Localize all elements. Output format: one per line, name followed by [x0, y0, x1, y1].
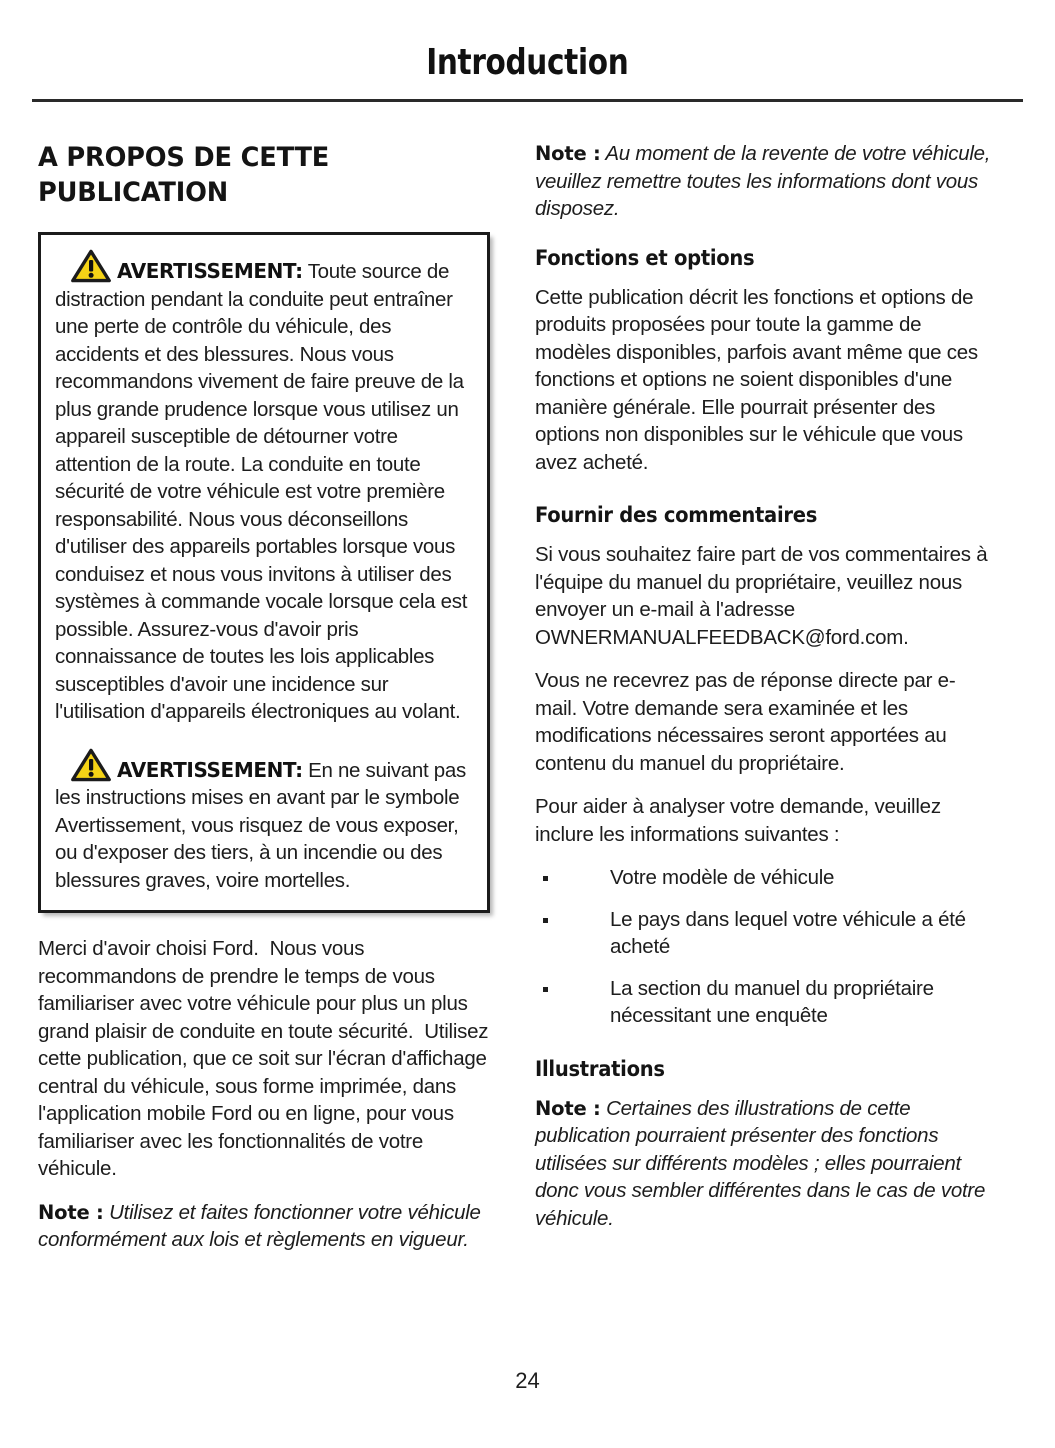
bullet-marker-icon [543, 918, 548, 923]
warning-triangle-icon [71, 748, 111, 782]
page-header-title: Introduction [426, 42, 629, 83]
note-label: Note : [535, 142, 601, 165]
note-text: Utilisez et faites fonctionner votre véhicule conformément aux lois et règlements en vigueur. [38, 1200, 487, 1251]
list-item-label: La section du manuel du propriétaire nécessitant une enquête [610, 976, 934, 1027]
list-item [535, 975, 995, 1030]
note-text: Au moment de la revente de votre véhicule, veuillez remettre toutes les informations dont vous disposez. [535, 142, 996, 220]
intro-paragraph: Merci d'avoir choisi Ford. Nous vous recommandons de prendre le temps de vous familiariser avec votre véhicule pour plus un plus grand plaisir de conduite en toute sécurité. Utilisez cette publication, que ce soit sur l'écran d'affichage central du véhicule, sous forme imprimée, dans l'application mobile Ford ou en ligne, pour vous familiariser avec les fonctionnalités de votre véhicule. [38, 937, 494, 1180]
warning-text-1: Toute source de distraction pendant la conduite peut entraîner une perte de contrôle du véhicule, des accidents et des blessures. Nous vous recommandons vivement de faire preuve de la plus grande prudence lorsque vous utilisez un appareil susceptible de détourner votre attention de la route. La conduite en toute sécurité de votre véhicule est votre première responsabilité. Nous vous déconseillons d'utiliser des appareils portables lorsque vous conduisez et nous vous invitons à utiliser des systèmes à commande vocale lorsque cela est possible. Assurez-vous d'avoir pris connaissance de toutes les lois applicables susceptibles d'avoir une incidence sur l'utilisation d'appareils électroniques au volant. [55, 260, 468, 723]
right-column [535, 140, 995, 1232]
feedback-paragraph-3: Pour aider à analyser votre demande, veuillez inclure les informations suivantes : [535, 795, 947, 846]
warning-text-2: En ne suivant pas les instructions mises en avant par le symbole Avertissement, vous risquez de vous exposer, ou d'exposer des tiers, à un incendie ou des blessures graves, voire mortelles. [55, 758, 466, 892]
resale-note [535, 140, 995, 223]
note-label: Note : [38, 1200, 104, 1224]
left-column [38, 140, 494, 1254]
left-note [38, 1199, 490, 1254]
bullet-marker-icon [543, 876, 548, 881]
warning-paragraph-2 [55, 748, 471, 895]
warning-paragraph-1 [55, 249, 471, 726]
header-divider-rule [32, 99, 1023, 102]
feedback-paragraph-2: Vous ne recevrez pas de réponse directe par e-mail. Votre demande sera examinée et les modifications nécessaires seront apportées au contenu du manuel du propriétaire. [535, 669, 956, 775]
note-label: Note : [535, 1096, 601, 1120]
bullet-marker-icon [543, 987, 548, 992]
note-text: Certaines des illustrations de cette publication pourraient présenter des fonctions utilisées sur différents modèles ; elles pourraient donc vous sembler différentes dans le cas de votre véhicule. [535, 1096, 991, 1230]
list-item [535, 906, 995, 961]
section-title: A PROPOS DE CETTE PUBLICATION [38, 142, 330, 208]
warning-triangle-icon [71, 249, 111, 283]
heading-fournir-des-commentaires: Fournir des commentaires [535, 503, 818, 527]
heading-fonctions-et-options: Fonctions et options [535, 245, 755, 270]
list-item [535, 864, 995, 892]
page-header [0, 42, 1055, 83]
page-number: 24 [515, 1368, 540, 1393]
list-item-label: Votre modèle de véhicule [610, 866, 835, 889]
feedback-bullet-list [535, 864, 995, 1030]
heading-illustrations: Illustrations [535, 1056, 665, 1081]
warning-box [38, 232, 490, 913]
illustrations-note [535, 1095, 995, 1233]
feedback-paragraph-1: Si vous souhaitez faire part de vos commentaires à l'équipe du manuel du propriétaire, veuillez nous envoyer un e-mail à l'adresse OWNERMANUALFEEDBACK@ford.com. [535, 543, 993, 649]
warning-label-1: AVERTISSEMENT: [117, 259, 303, 283]
warning-label-2: AVERTISSEMENT: [117, 757, 303, 782]
features-paragraph: Cette publication décrit les fonctions et options de produits proposées pour toute la gamme de modèles disponibles, parfois avant même que ces fonctions et options ne soient disponibles d'une manière générale. Elle pourrait présenter des options non disponibles sur le véhicule que vous avez acheté. [535, 285, 984, 474]
list-item-label: Le pays dans lequel votre véhicule a été acheté [610, 907, 966, 958]
